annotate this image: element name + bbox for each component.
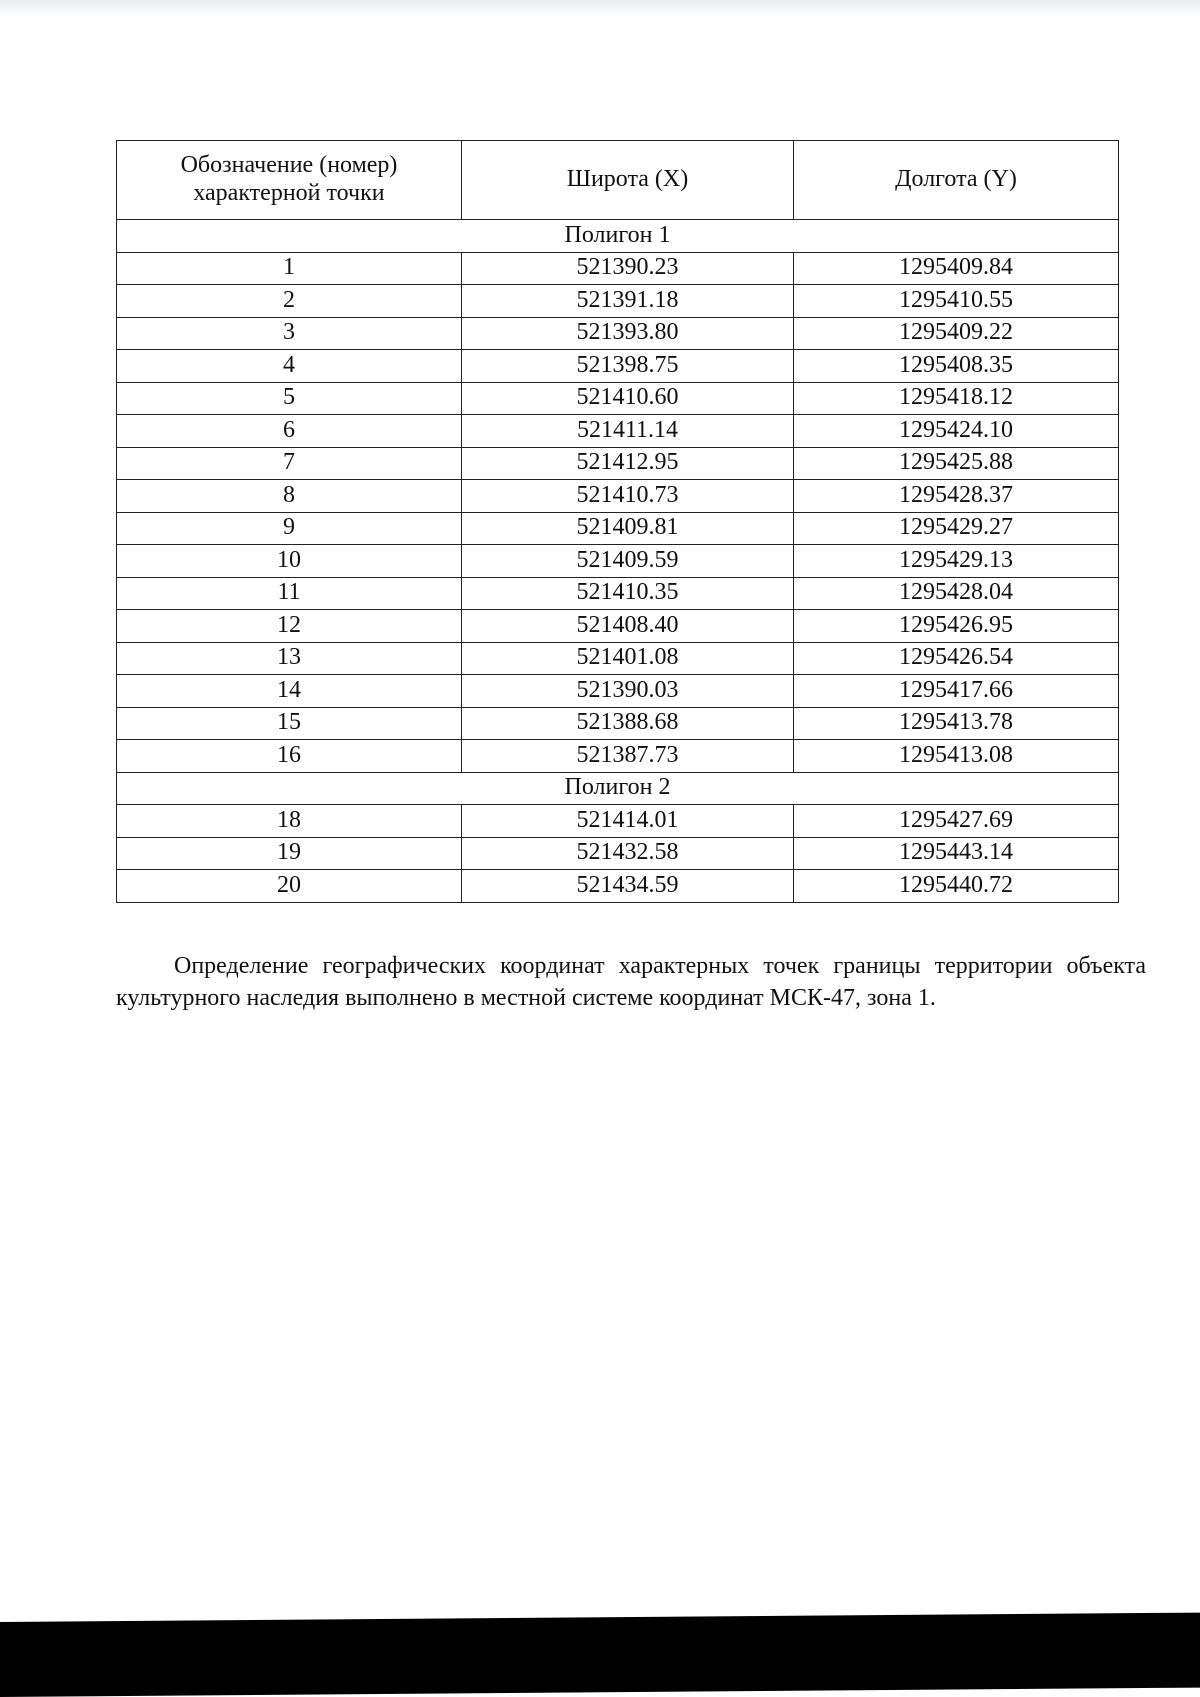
point-number-cell: 1 [117,252,462,285]
latitude-cell: 521391.18 [462,285,794,318]
section-title: Полигон 2 [117,772,1119,805]
point-number-cell: 20 [117,870,462,903]
table-body [117,220,1119,903]
longitude-cell: 1295417.66 [794,675,1119,708]
section-title-row [117,772,1119,805]
longitude-cell: 1295409.84 [794,252,1119,285]
latitude-cell: 521409.81 [462,512,794,545]
latitude-cell: 521408.40 [462,610,794,643]
section-title-row [117,220,1119,253]
longitude-cell: 1295425.88 [794,447,1119,480]
latitude-cell: 521390.23 [462,252,794,285]
point-number-cell: 5 [117,382,462,415]
header-row [117,141,1119,220]
section-title: Полигон 1 [117,220,1119,253]
point-number-cell: 6 [117,415,462,448]
table-row [117,577,1119,610]
table-row [117,707,1119,740]
longitude-cell: 1295408.35 [794,350,1119,383]
latitude-cell: 521410.35 [462,577,794,610]
header-point-number: Обозначение (номер) характерной точки [117,141,462,220]
longitude-cell: 1295429.27 [794,512,1119,545]
longitude-cell: 1295418.12 [794,382,1119,415]
header-latitude: Широта (X) [462,141,794,220]
latitude-cell: 521411.14 [462,415,794,448]
longitude-cell: 1295413.78 [794,707,1119,740]
latitude-cell: 521410.60 [462,382,794,415]
longitude-cell: 1295424.10 [794,415,1119,448]
table-row [117,642,1119,675]
coordinate-system-note: Определение географических координат характерных точек границы территории объекта культурного наследия выполнено в местной системе координат МСК-47, зона 1. [116,953,1146,1012]
longitude-cell: 1295427.69 [794,805,1119,838]
point-number-cell: 7 [117,447,462,480]
point-number-cell: 8 [117,480,462,513]
coordinates-table [116,140,1119,903]
latitude-cell: 521388.68 [462,707,794,740]
longitude-cell: 1295413.08 [794,740,1119,773]
longitude-cell: 1295440.72 [794,870,1119,903]
header-longitude: Долгота (Y) [794,141,1119,220]
latitude-cell: 521410.73 [462,480,794,513]
point-number-cell: 2 [117,285,462,318]
table-row [117,317,1119,350]
table-row [117,480,1119,513]
table-row [117,545,1119,578]
point-number-cell: 16 [117,740,462,773]
latitude-cell: 521398.75 [462,350,794,383]
latitude-cell: 521434.59 [462,870,794,903]
point-number-cell: 10 [117,545,462,578]
table-header [117,141,1119,220]
latitude-cell: 521412.95 [462,447,794,480]
longitude-cell: 1295428.04 [794,577,1119,610]
longitude-cell: 1295426.54 [794,642,1119,675]
point-number-cell: 19 [117,837,462,870]
longitude-cell: 1295410.55 [794,285,1119,318]
scan-top-shadow [0,0,1200,18]
point-number-cell: 3 [117,317,462,350]
point-number-cell: 12 [117,610,462,643]
latitude-cell: 521414.01 [462,805,794,838]
point-number-cell: 14 [117,675,462,708]
longitude-cell: 1295428.37 [794,480,1119,513]
longitude-cell: 1295429.13 [794,545,1119,578]
point-number-cell: 9 [117,512,462,545]
table-row [117,740,1119,773]
latitude-cell: 521432.58 [462,837,794,870]
point-number-cell: 4 [117,350,462,383]
longitude-cell: 1295443.14 [794,837,1119,870]
table-row [117,252,1119,285]
longitude-cell: 1295409.22 [794,317,1119,350]
point-number-cell: 13 [117,642,462,675]
latitude-cell: 521387.73 [462,740,794,773]
longitude-cell: 1295426.95 [794,610,1119,643]
latitude-cell: 521390.03 [462,675,794,708]
latitude-cell: 521393.80 [462,317,794,350]
scan-bottom-border [0,1613,1200,1697]
table-row [117,447,1119,480]
point-number-cell: 18 [117,805,462,838]
table-row [117,610,1119,643]
table-row [117,870,1119,903]
latitude-cell: 521409.59 [462,545,794,578]
table-row [117,675,1119,708]
table-row [117,285,1119,318]
latitude-cell: 521401.08 [462,642,794,675]
table-row [117,350,1119,383]
point-number-cell: 11 [117,577,462,610]
table-row [117,805,1119,838]
point-number-cell: 15 [117,707,462,740]
table-row [117,837,1119,870]
table-row [117,415,1119,448]
table-row [117,512,1119,545]
table-row [117,382,1119,415]
